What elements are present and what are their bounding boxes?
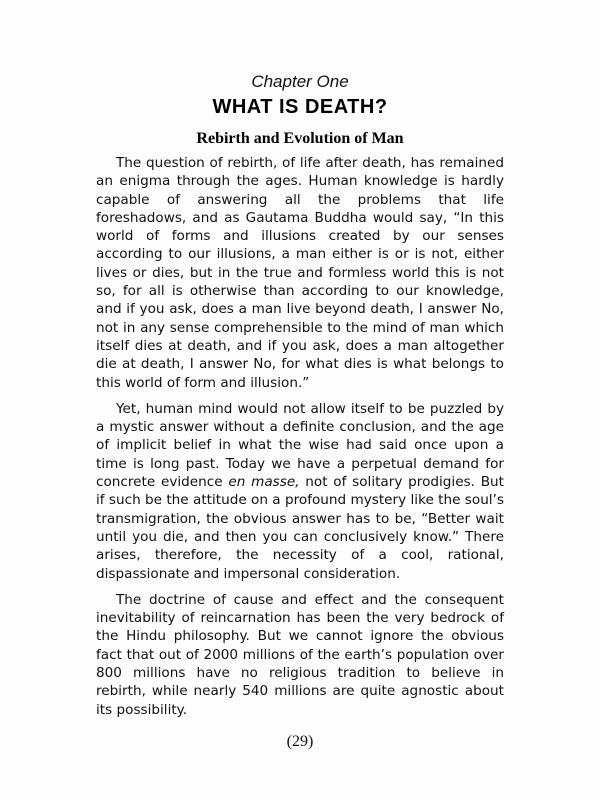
body-text (96, 154, 504, 727)
chapter-label: Chapter One (251, 72, 349, 91)
paragraph-2-emphasis: en masse, (228, 474, 300, 491)
paragraph-2-text-after: not of solitary prodigies. But if such be the attitude on a profound mystery like the soul’s transmigration, the obvious answer has to be, “Better wait until you die, and then you can conclusively know.” There arises, therefore, the necessity of a cool, rational, dispassionate and impersonal consideration. (96, 474, 504, 582)
paragraph-2 (96, 400, 504, 583)
paragraph-1: The question of rebirth, of life after death, has remained an enigma through the ages. Human knowledge is hardly capable of answering all the problems that life foreshadows, and as Gautama Buddha would say, “In this world of forms and illusions created by our senses according to our illusions, a man either is or is not, either lives or dies, but in the true and formless world this is not so, for all is otherwise than according to our knowledge, and if you ask, does a man live beyond death, I answer No, not in any sense comprehensible to the mind of man which itself dies at death, and if you ask, does a man altogether die at death, I answer No, for what dies is what belongs to this world of form and illusion.” (96, 155, 504, 391)
paragraph-2-text-before: Yet, human mind would not allow itself to be puzzled by a mystic answer without a definite conclusion, and the age of implicit belief in what the wise had said once upon a time is long past. Today we have a perpetual demand for concrete evidence (96, 400, 504, 491)
section-title: Rebirth and Evolution of Man (196, 130, 404, 147)
chapter-title: WHAT IS DEATH? (212, 96, 388, 118)
paragraph-3: The doctrine of cause and effect and the consequent inevitability of reincarnation has been the very bedrock of the Hindu philosophy. But we cannot ignore the obvious fact that out of 2000 millions of the earth’s population over 800 millions have no religious tradition to believe in rebirth, while nearly 540 millions are quite agnostic about its possibility. (96, 591, 504, 718)
page-number: (29) (286, 733, 314, 750)
